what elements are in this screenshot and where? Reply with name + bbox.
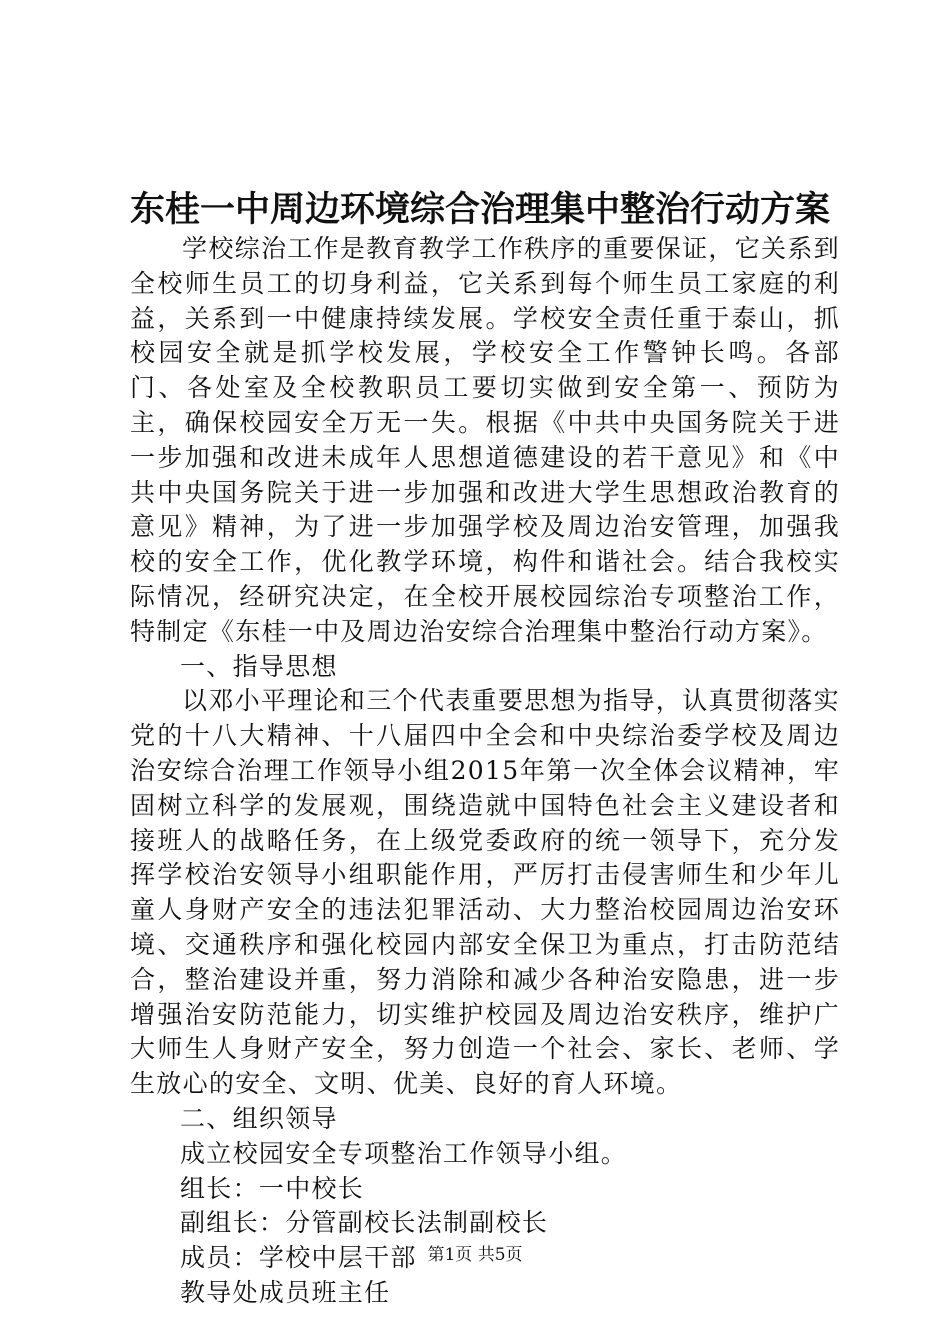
members-line: 成员：学校中层干部 — [180, 1243, 417, 1273]
leader-line: 组长：一中校长 — [180, 1173, 365, 1203]
document-title: 东桂一中周边环境综合治理集中整治行动方案 — [130, 189, 831, 230]
section-heading-organization: 二、组织领导 — [180, 1103, 338, 1133]
deputy-leader-line: 副组长：分管副校长法制副校长 — [180, 1208, 549, 1238]
members-continued-line: 教导处成员班主任 — [180, 1277, 391, 1307]
page-number: 第1页 共5页 — [427, 1245, 523, 1265]
guiding-thought-paragraph: 以邓小平理论和三个代表重要思想为指导，认真贯彻落实党的十八大精神、十八届四中全会和中央综治委学校及周边治安综合治理工作领导小组2015年第一次全体会议精神，牢固树立科学的发展观，围绕造就中国特色社会主义建设者和接班人的战略任务，在上级党委政府的统一领导下，充分发挥学校治安领导小组职能作用，严厉打击侵害师生和少年儿童人身财产安全的违法犯罪活动、大力整治校园周边治安环境、交通秩序和强化校园内部安全保卫为重点，打击防范结合，整治建设并重，努力消除和减少各种治安隐患，进一步增强治安防范能力，切实维护校园及周边治安秩序，维护广大师生人身财产安全，努力创造一个社会、家长、老师、学生放心的安全、文明、优美、良好的育人环境。 — [130, 686, 840, 1099]
organization-line: 成立校园安全专项整治工作领导小组。 — [180, 1138, 628, 1168]
document-body — [130, 232, 840, 1311]
intro-paragraph: 学校综治工作是教育教学工作秩序的重要保证，它关系到全校师生员工的切身利益，它关系到每个师生员工家庭的利益，关系到一中健康持续发展。学校安全责任重于泰山，抓校园安全就是抓学校发展，学校安全工作警钟长鸣。各部门、各处室及全校教职员工要切实做到安全第一、预防为主，确保校园安全万无一失。根据《中共中央国务院关于进一步加强和改进未成年人思想道德建设的若干意见》和《中共中央国务院关于进一步加强和改进大学生思想政治教育的意见》精神，为了进一步加强学校及周边治安管理，加强我校的安全工作，优化教学环境，构件和谐社会。结合我校实际情况，经研究决定，在全校开展校园综治专项整治工作，特制定《东桂一中及周边治安综合治理集中整治行动方案》。 — [130, 234, 840, 646]
section-heading-guiding-thought: 一、指导思想 — [180, 651, 338, 681]
